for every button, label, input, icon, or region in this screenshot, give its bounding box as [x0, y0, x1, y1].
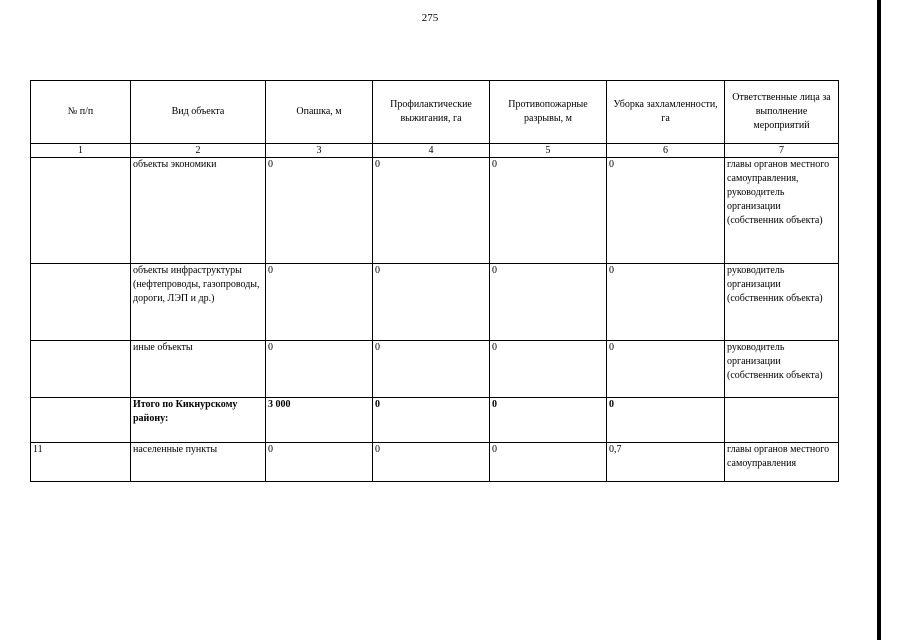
table-cell: руководитель организации (собственник объекта): [725, 341, 839, 398]
table-cell: населенные пункты: [131, 443, 266, 482]
column-number-row: [31, 144, 839, 158]
table-cell: [725, 398, 839, 443]
page-number: 275: [421, 12, 439, 24]
header-cell: Профилактические выжигания, га: [373, 81, 490, 144]
table-cell: 0: [490, 443, 607, 482]
column-number: 4: [373, 144, 490, 158]
table-cell: 0: [266, 158, 373, 264]
table-cell: главы органов местного самоуправления, руководитель организации (собственник объекта): [725, 158, 839, 264]
fire-prevention-table: [30, 80, 839, 482]
table-cell: 0: [490, 264, 607, 341]
column-number: 6: [607, 144, 725, 158]
table-cell: 0: [373, 341, 490, 398]
table-cell: иные объекты: [131, 341, 266, 398]
table-cell: объекты экономики: [131, 158, 266, 264]
table-cell: [31, 158, 131, 264]
header-cell: Уборка захламленности, га: [607, 81, 725, 144]
table-cell: 0: [490, 158, 607, 264]
total-value: 0: [490, 398, 607, 443]
total-value: 0: [373, 398, 490, 443]
header-cell: № п/п: [31, 81, 131, 144]
total-value: 0: [607, 398, 725, 443]
total-value: 3 000: [266, 398, 373, 443]
table-cell: объекты инфраструктуры (нефтепроводы, газопроводы, дороги, ЛЭП и др.): [131, 264, 266, 341]
header-cell: Ответственные лица за выполнение мероприятий: [725, 81, 839, 144]
table-cell: [31, 398, 131, 443]
table-cell: 0: [266, 264, 373, 341]
header-cell: Вид объекта: [131, 81, 266, 144]
table-cell: главы органов местного самоуправления: [725, 443, 839, 482]
table-cell: [31, 341, 131, 398]
table-cell: 0: [373, 443, 490, 482]
table-cell: 0: [490, 341, 607, 398]
column-number: 2: [131, 144, 266, 158]
table-cell: 0: [373, 158, 490, 264]
table-cell: 0: [607, 264, 725, 341]
column-number: 3: [266, 144, 373, 158]
table-cell: 0: [607, 158, 725, 264]
header-cell: Опашка, м: [266, 81, 373, 144]
column-number: 7: [725, 144, 839, 158]
table-cell: 0: [373, 264, 490, 341]
table-cell: 0: [266, 443, 373, 482]
header-cell: Противопожарные разрывы, м: [490, 81, 607, 144]
column-number: 5: [490, 144, 607, 158]
table-cell: 11: [31, 443, 131, 482]
header-row: [31, 81, 839, 144]
table-cell: 0: [266, 341, 373, 398]
table-cell: 0,7: [607, 443, 725, 482]
table-row: [31, 158, 839, 264]
table-cell: руководитель организации (собственник объекта): [725, 264, 839, 341]
table-row: [31, 264, 839, 341]
total-row: [31, 398, 839, 443]
table-cell: [31, 264, 131, 341]
table-row: [31, 341, 839, 398]
table-row: [31, 443, 839, 482]
column-number: 1: [31, 144, 131, 158]
scan-edge-bar: [877, 0, 881, 640]
total-label: Итого по Кикнурскому району:: [131, 398, 266, 443]
table-cell: 0: [607, 341, 725, 398]
